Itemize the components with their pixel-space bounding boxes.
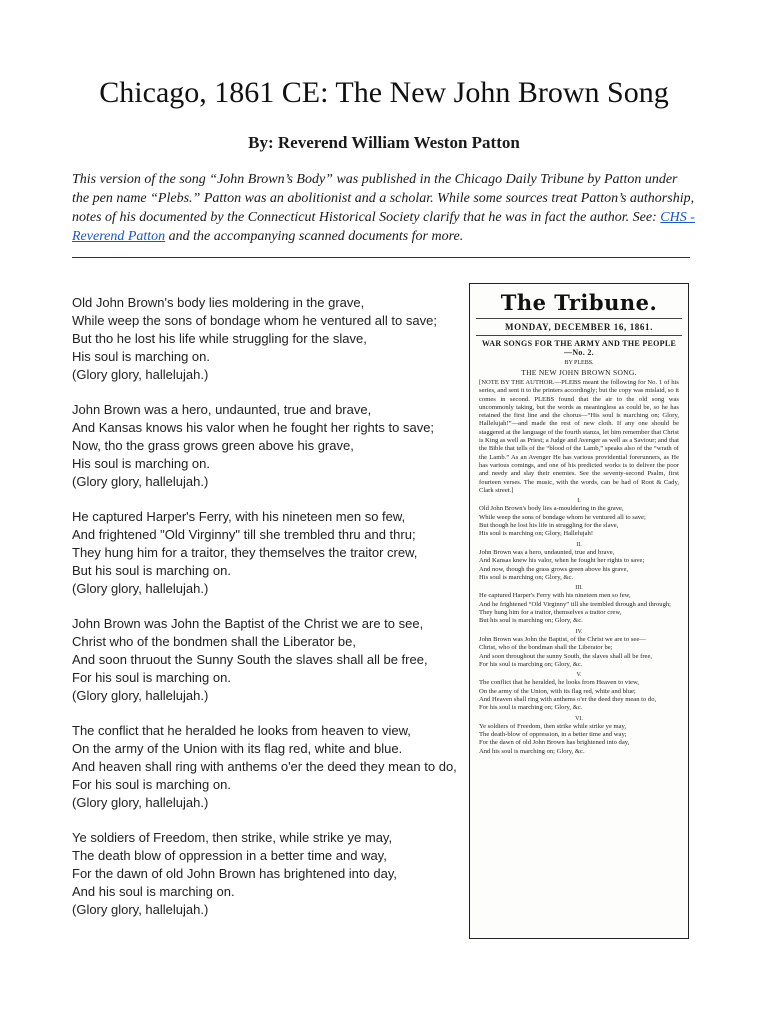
poem-line: Old John Brown's body lies moldering in the grave, [72, 295, 365, 310]
poem-stanza [72, 829, 458, 919]
clipping-rule [476, 335, 682, 336]
clipping-verse-number: V. [576, 672, 582, 679]
poem-line: And frightened "Old Virginny" till she trembled thru and thru; [72, 527, 416, 542]
clipping-verse-line: While weep the sons of bondage whom he ventured all to save; [479, 513, 646, 521]
clipping-verse-line: John Brown was John the Baptist, of the Christ we are to see— [479, 635, 646, 643]
poem-line: (Glory glory, hallelujah.) [72, 795, 209, 810]
clipping-masthead: The Tribune. [500, 290, 658, 315]
clipping-verse-line: The conflict that he heralded, he looks from Heaven to view, [479, 679, 639, 687]
poem-line: The death blow of oppression in a better time and way, [72, 848, 387, 863]
author-byline: By: Reverend William Weston Patton [248, 133, 520, 152]
poem-line: While weep the sons of bondage whom he ventured all to save; [72, 313, 437, 328]
intro-text-after-link: and the accompanying scanned documents for more. [165, 229, 464, 244]
clipping-verse-line: Christ, who of the bondman shall the Liberator be; [479, 644, 613, 652]
clipping-verse-line: John Brown was a hero, undaunted, true and brave, [479, 548, 615, 556]
clipping-rule [476, 318, 682, 319]
poem-stanza [72, 294, 458, 384]
clipping-verse-line: Old John Brown's body lies a-mouldering in the grave, [479, 505, 624, 513]
clipping-verse-line: For the dawn of old John Brown has brightened into day, [479, 739, 630, 747]
poem-line: For his soul is marching on. [72, 777, 231, 792]
poem-stanza [72, 401, 458, 491]
clipping-verse-line: And Heaven shall ring with anthems o'er the deed they mean to do, [479, 695, 657, 703]
clipping-song-title: THE NEW JOHN BROWN SONG. [521, 368, 637, 377]
poem-line: And soon thruout the Sunny South the slaves shall all be free, [72, 652, 428, 667]
clipping-verse-line: And soon throughout the sunny South, the slaves shall all be free, [479, 652, 653, 660]
clipping-date: MONDAY, DECEMBER 16, 1861. [505, 322, 653, 332]
poem-line: And his soul is marching on. [72, 884, 235, 899]
clipping-verse-line: And now, though the grass grows green above his grave, [479, 565, 629, 573]
clipping-verse-number: VI. [575, 715, 583, 722]
clipping-verse-line: They hung him for a traitor, themselves a traitor crew, [479, 609, 622, 617]
poem-line: John Brown was a hero, undaunted, true and brave, [72, 402, 372, 417]
poem-line: (Glory glory, hallelujah.) [72, 474, 209, 489]
clipping-verse-line: And Kansas knew his valor, when he fought her rights to save; [479, 557, 645, 565]
poem-line: His soul is marching on. [72, 456, 210, 471]
poem-line: His soul is marching on. [72, 349, 210, 364]
poem-line: John Brown was John the Baptist of the Christ we are to see, [72, 616, 424, 631]
clipping-byline: BY PLEBS. [564, 360, 594, 366]
clipping-verse-line: For his soul is marching on; Glory, &c. [479, 660, 583, 668]
clipping-verse-number: II. [576, 541, 582, 548]
clipping-verse-number: IV. [575, 628, 583, 635]
clipping-verse-line: And he frightened “Old Virginny” till she trembled through and through; [479, 600, 672, 608]
poem-lyrics [72, 294, 458, 936]
clipping-verse-number: III. [575, 585, 583, 592]
poem-line: They hung him for a traitor, they themselves the traitor crew, [72, 545, 418, 560]
clipping-verse-line: But though he lost his life in struggling for the slave, [479, 522, 619, 530]
poem-stanza [72, 722, 458, 812]
poem-line: And Kansas knows his valor when he fought her rights to save; [72, 420, 435, 435]
clipping-author-note: [NOTE BY THE AUTHOR.—PLEBS meant the following for No. 1 of his series, and sent it to the printers accordingly; but the copy was mislaid, so it comes in second. PLEBS found that the air to the old song was uncommonly taking, but the words as meaningless as could be, so he has retained the first line and the chorus—“His soul is marching on; Glory, Hallelujah!”—and made the rest of new cloth. If any one should be staggered at the language of the fourth stanza, let him remember that Christ is King as well as Priest; a Judge and Avenger as well as a Saviour; and that the Bible that tells of the “blood of the Lamb,” speaks also of the “wrath of the Lamb.” As an Avenger He has various providential forerunners, as He has various comings, and one of his predicted works is to deliver the poor and needy and slay their enemies. See the seventy-second Psalm, first fourteen verses. The music, with the words, can be had of Root & Cady, Clark street.] [479, 379, 679, 494]
poem-line: For his soul is marching on. [72, 670, 231, 685]
poem-line: (Glory glory, hallelujah.) [72, 902, 209, 917]
clipping-headline: WAR SONGS FOR THE ARMY AND THE PEOPLE—No. 2. [481, 339, 677, 357]
poem-stanza [72, 508, 458, 598]
poem-line: Christ who of the bondmen shall the Liberator be, [72, 634, 357, 649]
clipping-verse-line: The death-blow of oppression, in a better time and way; [479, 731, 627, 739]
clipping-verse-line: And his soul is marching on; Glory, &c. [479, 747, 585, 755]
poem-line: And heaven shall ring with anthems o'er the deed they mean to do, [72, 759, 457, 774]
clipping-verse-line: His soul is marching on; Glory, Hallelujah! [479, 530, 594, 538]
poem-line: The conflict that he heralded he looks from heaven to view, [72, 723, 411, 738]
poem-line: But his soul is marching on. [72, 563, 231, 578]
poem-line: (Glory glory, hallelujah.) [72, 367, 209, 382]
poem-line: (Glory glory, hallelujah.) [72, 688, 209, 703]
poem-line: For the dawn of old John Brown has brightened into day, [72, 866, 397, 881]
intro-text-before-link: This version of the song “John Brown’s Body” was published in the Chicago Daily Tribune by Patton under the pen name “Plebs.” Patton was an abolitionist and a scholar. While some sources treat Patton’s authorship, notes of his documented by the Connecticut Historical Society clarify that he was in fact the author. See: [72, 172, 695, 225]
poem-line: Ye soldiers of Freedom, then strike, while strike ye may, [72, 830, 393, 845]
poem-line: On the army of the Union with its flag red, white and blue. [72, 741, 403, 756]
newspaper-clipping [469, 283, 689, 939]
clipping-verse-line: His soul is marching on; Glory, &c. [479, 573, 574, 581]
poem-line: But tho he lost his life while struggling for the slave, [72, 331, 367, 346]
intro-paragraph [72, 170, 696, 246]
poem-line: Now, tho the grass grows green above his grave, [72, 438, 354, 453]
clipping-verses [479, 497, 679, 756]
clipping-verse-line: He captured Harper's Ferry with his nineteen men so few, [479, 592, 631, 600]
chs-reverend-patton-link[interactable]: CHS - Reverend Patton [72, 210, 695, 244]
clipping-verse-line: On the army of the Union, with its flag red, white and blue; [479, 687, 636, 695]
poem-line: He captured Harper's Ferry, with his nineteen men so few, [72, 509, 406, 524]
clipping-verse-line: For his soul is marching on; Glory, &c. [479, 704, 583, 712]
poem-stanza [72, 615, 458, 705]
page-title: Chicago, 1861 CE: The New John Brown Song [99, 76, 669, 109]
poem-line: (Glory glory, hallelujah.) [72, 581, 209, 596]
horizontal-divider [72, 257, 690, 258]
clipping-verse-number: I. [577, 498, 581, 505]
clipping-verse-line: But his soul is marching on; Glory, &c. [479, 617, 583, 625]
clipping-verse-line: Ye soldiers of Freedom, then strike while strike ye may, [479, 722, 627, 730]
